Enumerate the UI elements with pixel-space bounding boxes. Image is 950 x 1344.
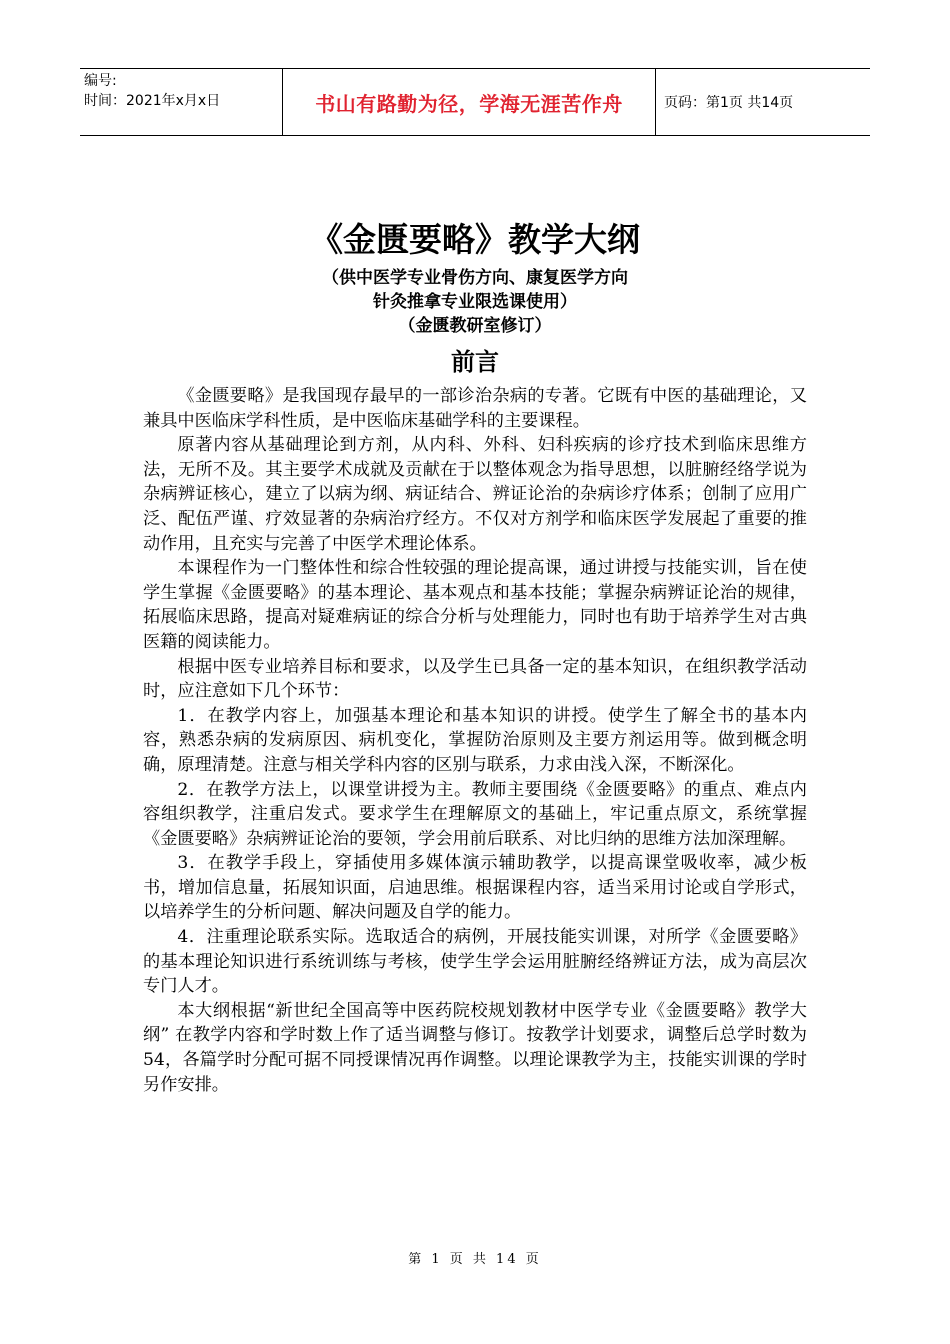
paragraph: 根据中医专业培养目标和要求，以及学生已具备一定的基本知识，在组织教学活动时，应注意如下几个环节： bbox=[143, 656, 807, 702]
subtitle-line-3: （金匮教研室修订） bbox=[398, 316, 552, 336]
page-header bbox=[80, 68, 870, 136]
page-footer: 第 1 页 共 14 页 bbox=[408, 1252, 542, 1267]
paragraph: 1．在教学内容上，加强基本理论和基本知识的讲授。使学生了解全书的基本内容，熟悉杂病的发病原因、病机变化，掌握防治原则及主要方剂运用等。做到概念明确，原理清楚。注意与相关学科内容的区别与联系，力求由浅入深，不断深化。 bbox=[143, 705, 807, 775]
header-page-info: 页码：第1页 共14页 bbox=[664, 95, 794, 111]
paragraph: 本大纲根据“新世纪全国高等中医药院校规划教材中医学专业《金匮要略》教学大纲” 在教学内容和学时数上作了适当调整与修订。按教学计划要求，调整后总学时数为54，各篇学时分配可据不同授课情况再作调整。以理论课教学为主，技能实训课的学时另作安排。 bbox=[143, 1000, 807, 1095]
document-title: 《金匮要略》教学大纲 bbox=[310, 220, 640, 259]
paragraph: 3．在教学手段上，穿插使用多媒体演示辅助教学，以提高课堂吸收率，减少板书，增加信息量，拓展知识面，启迪思维。根据课程内容，适当采用讨论或自学形式，以培养学生的分析问题、解决问题及自学的能力。 bbox=[143, 853, 807, 923]
paragraph: 原著内容从基础理论到方剂，从内科、外科、妇科疾病的诊疗技术到临床思维方法，无所不及。其主要学术成就及贡献在于以整体观念为指导思想，以脏腑经络学说为杂病辨证核心，建立了以病为纲、病证结合、辨证论治的杂病诊疗体系；创制了应用广泛、配伍严谨、疗效显著的杂病治疗经方。不仅对方剂学和临床医学发展起了重要的推动作用，且充实与完善了中医学术理论体系。 bbox=[143, 435, 807, 554]
document-body bbox=[143, 384, 807, 1097]
paragraph: 《金匮要略》是我国现存最早的一部诊治杂病的专著。它既有中医的基础理论，又兼具中医临床学科性质，是中医临床基础学科的主要课程。 bbox=[143, 386, 807, 431]
subtitle-line-1: （供中医学专业骨伤方向、康复医学方向 bbox=[322, 268, 628, 288]
paragraph: 4．注重理论联系实际。选取适合的病例，开展技能实训课，对所学《金匮要略》的基本理论知识进行系统训练与考核，使学生学会运用脏腑经络辨证方法，成为高层次专门人才。 bbox=[143, 927, 807, 997]
section-heading: 前言 bbox=[451, 348, 499, 376]
header-meta-cell bbox=[80, 69, 282, 135]
header-motto: 书山有路勤为径，学海无涯苦作舟 bbox=[282, 69, 656, 135]
date-line: 时间：2021年x月x日 bbox=[84, 93, 221, 109]
subtitle-line-2: 针灸推拿专业限选课使用） bbox=[373, 292, 577, 312]
number-label: 编号: bbox=[84, 73, 117, 89]
paragraph: 本课程作为一门整体性和综合性较强的理论提高课，通过讲授与技能实训，旨在使学生掌握《金匮要略》的基本理论、基本观点和基本技能；掌握杂病辨证论治的规律，拓展临床思路，提高对疑难病证的综合分析与处理能力，同时也有助于培养学生对古典医籍的阅读能力。 bbox=[143, 558, 807, 652]
paragraph: 2．在教学方法上，以课堂讲授为主。教师主要围绕《金匮要略》的重点、难点内容组织教学，注重启发式。要求学生在理解原文的基础上，牢记重点原文，系统掌握《金匮要略》杂病辨证论治的要领，学会用前后联系、对比归纳的思维方法加深理解。 bbox=[143, 779, 807, 849]
